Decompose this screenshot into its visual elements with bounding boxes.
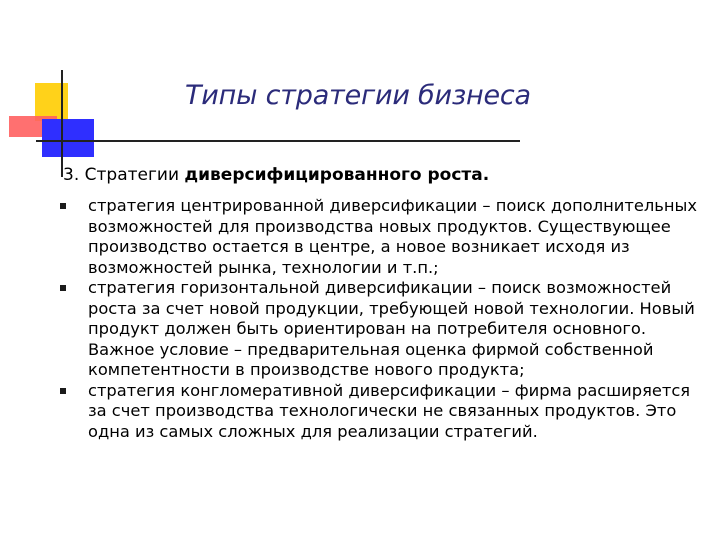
slide-title: Типы стратегии бизнеса bbox=[185, 80, 531, 111]
section-heading-prefix: 3. Стратегии bbox=[63, 165, 185, 185]
list-item-text: стратегия горизонтальной диверсификации – поиск возможностей роста за счет новой продукции, требующей новой технологии. Новый продукт должен быть ориентирован на потребителя основного. Важное условие – предварительная оценка фирмой собственной компетентности в производстве нового продукта; bbox=[88, 278, 695, 379]
vertical-rule bbox=[61, 70, 63, 177]
square-bullet-icon bbox=[60, 388, 66, 394]
section-heading bbox=[63, 165, 489, 185]
list-item bbox=[60, 278, 710, 381]
red-bar-decoration bbox=[9, 116, 57, 137]
list-item bbox=[60, 381, 710, 443]
section-heading-bold: диверсифицированного роста. bbox=[184, 165, 490, 185]
blue-square-decoration bbox=[42, 119, 94, 157]
list-item-text: стратегия центрированной диверсификации – поиск дополнительных возможностей для производства новых продуктов. Существующее производство остается в центре, а новое возникает исходя из возможностей рынка, технологии и т.п.; bbox=[88, 196, 697, 277]
yellow-square-decoration bbox=[35, 83, 68, 121]
list-item-text: стратегия конгломеративной диверсификации – фирма расширяется за счет производства технологически не связанных продуктов. Это одна из самых сложных для реализации стратегий. bbox=[88, 380, 691, 441]
list-item bbox=[60, 196, 710, 278]
title-underline-rule bbox=[36, 140, 520, 142]
strategy-list bbox=[60, 196, 710, 442]
square-bullet-icon bbox=[60, 285, 66, 291]
square-bullet-icon bbox=[60, 203, 66, 209]
